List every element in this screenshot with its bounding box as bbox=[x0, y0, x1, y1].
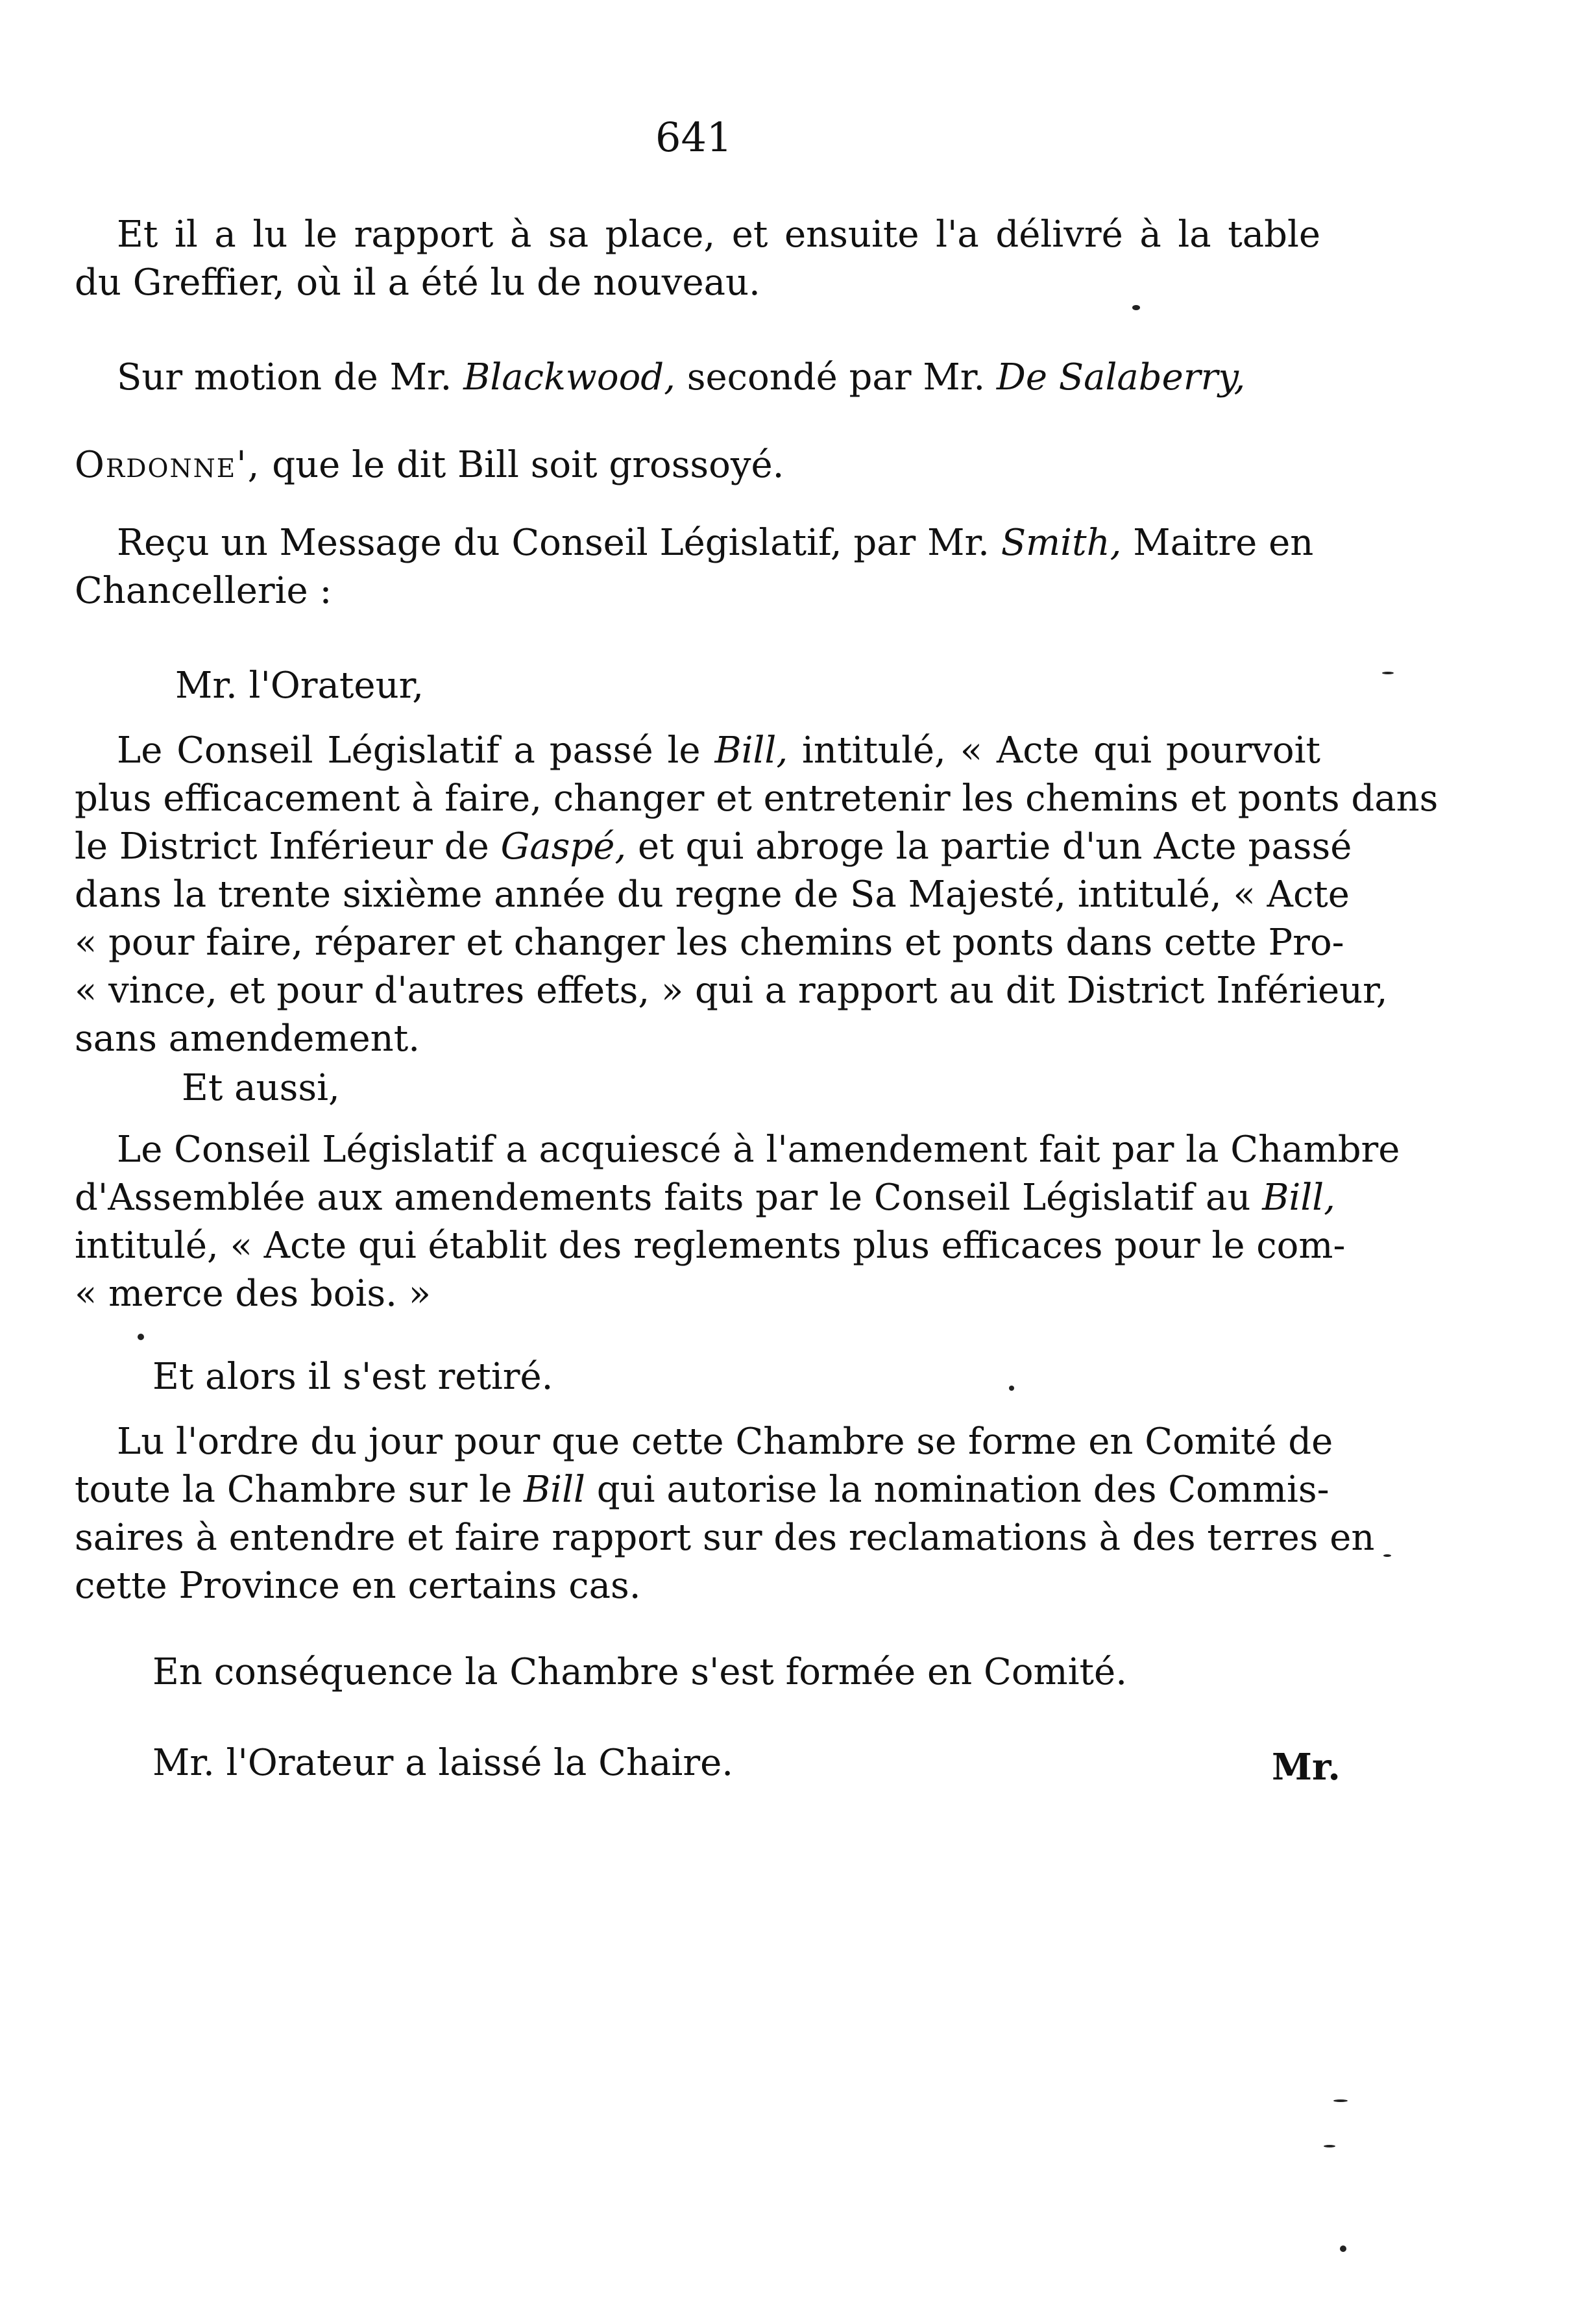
text-run: et qui abroge la partie d'un Acte passé bbox=[626, 826, 1352, 868]
text-line bbox=[75, 519, 1320, 567]
text-line: dans la trente sixième année du regne de Sa Majesté, intitulé, « Acte bbox=[75, 874, 1350, 916]
text-line: cette Province en certains cas. bbox=[75, 1565, 641, 1607]
text-line bbox=[75, 354, 1320, 402]
text-run: toute la Chambre sur le bbox=[75, 1469, 524, 1511]
paragraph-ordonne bbox=[75, 441, 1320, 489]
text-line: Lu l'ordre du jour pour que cette Chambre se forme en Comité de bbox=[117, 1421, 1333, 1463]
bill-word: Bill, bbox=[1262, 1177, 1335, 1219]
print-speck bbox=[1383, 1554, 1391, 1557]
text-line: saires à entendre et faire rapport sur des reclamations à des terres en bbox=[75, 1517, 1375, 1559]
text-line: Le Conseil Législatif a acquiescé à l'amendement fait par la Chambre bbox=[117, 1129, 1400, 1171]
text-line: « pour faire, réparer et changer les chemins et ponts dans cette Pro- bbox=[75, 922, 1344, 964]
text-line bbox=[75, 823, 1352, 871]
text-line: Et il a lu le rapport à sa place, et ensuite l'a délivré à la table bbox=[117, 214, 1320, 256]
text-run: Reçu un Message du Conseil Législatif, par Mr. bbox=[117, 522, 1001, 564]
paragraph-et-aussi bbox=[75, 1064, 1320, 1112]
ordonne-heading: Ordonne', bbox=[75, 444, 261, 486]
text-run: intitulé, « Acte qui pourvoit bbox=[788, 729, 1321, 772]
text-line: « merce des bois. » bbox=[75, 1273, 431, 1315]
text-line: Et aussi, bbox=[182, 1067, 340, 1109]
member-name: Smith, bbox=[1001, 522, 1122, 564]
paragraph-order-of-day bbox=[75, 1418, 1375, 1610]
print-speck bbox=[1382, 672, 1394, 674]
paragraph-motion bbox=[75, 354, 1320, 402]
text-line: Mr. l'Orateur a laissé la Chaire. bbox=[152, 1742, 734, 1784]
print-speck bbox=[1324, 2145, 1335, 2147]
paragraph-council-bill bbox=[75, 727, 1439, 1063]
text-line: Mr. l'Orateur, bbox=[175, 665, 424, 707]
text-line bbox=[75, 1466, 1330, 1514]
print-speck bbox=[1009, 1386, 1014, 1391]
bill-word: Bill bbox=[524, 1469, 585, 1511]
text-line: Et alors il s'est retiré. bbox=[152, 1356, 553, 1398]
text-line bbox=[75, 727, 1320, 775]
text-run: qui autorise la nomination des Commis- bbox=[585, 1469, 1330, 1511]
text-run: le District Inférieur de bbox=[75, 826, 501, 868]
text-run: Maitre en bbox=[1121, 522, 1314, 564]
text-run: d'Assemblée aux amendements faits par le Conseil Législatif au bbox=[75, 1177, 1263, 1219]
print-speck bbox=[138, 1334, 144, 1340]
member-name: De Salaberry, bbox=[996, 356, 1246, 398]
text-run: Sur motion de Mr. bbox=[117, 356, 464, 398]
text-line: En conséquence la Chambre s'est formée en Comité. bbox=[152, 1651, 1127, 1693]
page-number: 641 bbox=[655, 114, 733, 161]
paragraph-retired bbox=[75, 1353, 1320, 1401]
place-name: Gaspé, bbox=[500, 826, 627, 868]
catchword: Mr. bbox=[1272, 1746, 1341, 1789]
text-run: que le dit Bill soit grossoyé. bbox=[260, 444, 784, 486]
print-speck bbox=[1333, 2099, 1348, 2102]
text-run: Le Conseil Législatif a passé le bbox=[117, 729, 715, 772]
paragraph-council-acquiesce bbox=[75, 1126, 1400, 1318]
text-line: Chancellerie : bbox=[75, 570, 332, 612]
paragraph-speaker-left bbox=[75, 1739, 1320, 1787]
paragraph-message-received bbox=[75, 519, 1320, 615]
text-run: secondé par Mr. bbox=[675, 356, 997, 398]
text-line: intitulé, « Acte qui établit des reglements plus efficaces pour le com- bbox=[75, 1225, 1346, 1267]
print-speck bbox=[1340, 2245, 1346, 2252]
text-line: plus efficacement à faire, changer et entretenir les chemins et ponts dans bbox=[75, 777, 1439, 820]
bill-word: Bill, bbox=[714, 729, 788, 772]
text-line: du Greffier, où il a été lu de nouveau. bbox=[75, 262, 760, 304]
paragraph-salutation bbox=[75, 662, 1320, 710]
paragraph-report-read bbox=[75, 211, 1320, 307]
text-line: sans amendement. bbox=[75, 1018, 420, 1060]
print-speck bbox=[1132, 305, 1140, 310]
member-name: Blackwood, bbox=[463, 356, 675, 398]
text-line bbox=[75, 1174, 1335, 1222]
text-line bbox=[75, 441, 1320, 489]
text-line: « vince, et pour d'autres effets, » qui a rapport au dit District Inférieur, bbox=[75, 970, 1388, 1012]
paragraph-committee-formed bbox=[75, 1648, 1320, 1696]
